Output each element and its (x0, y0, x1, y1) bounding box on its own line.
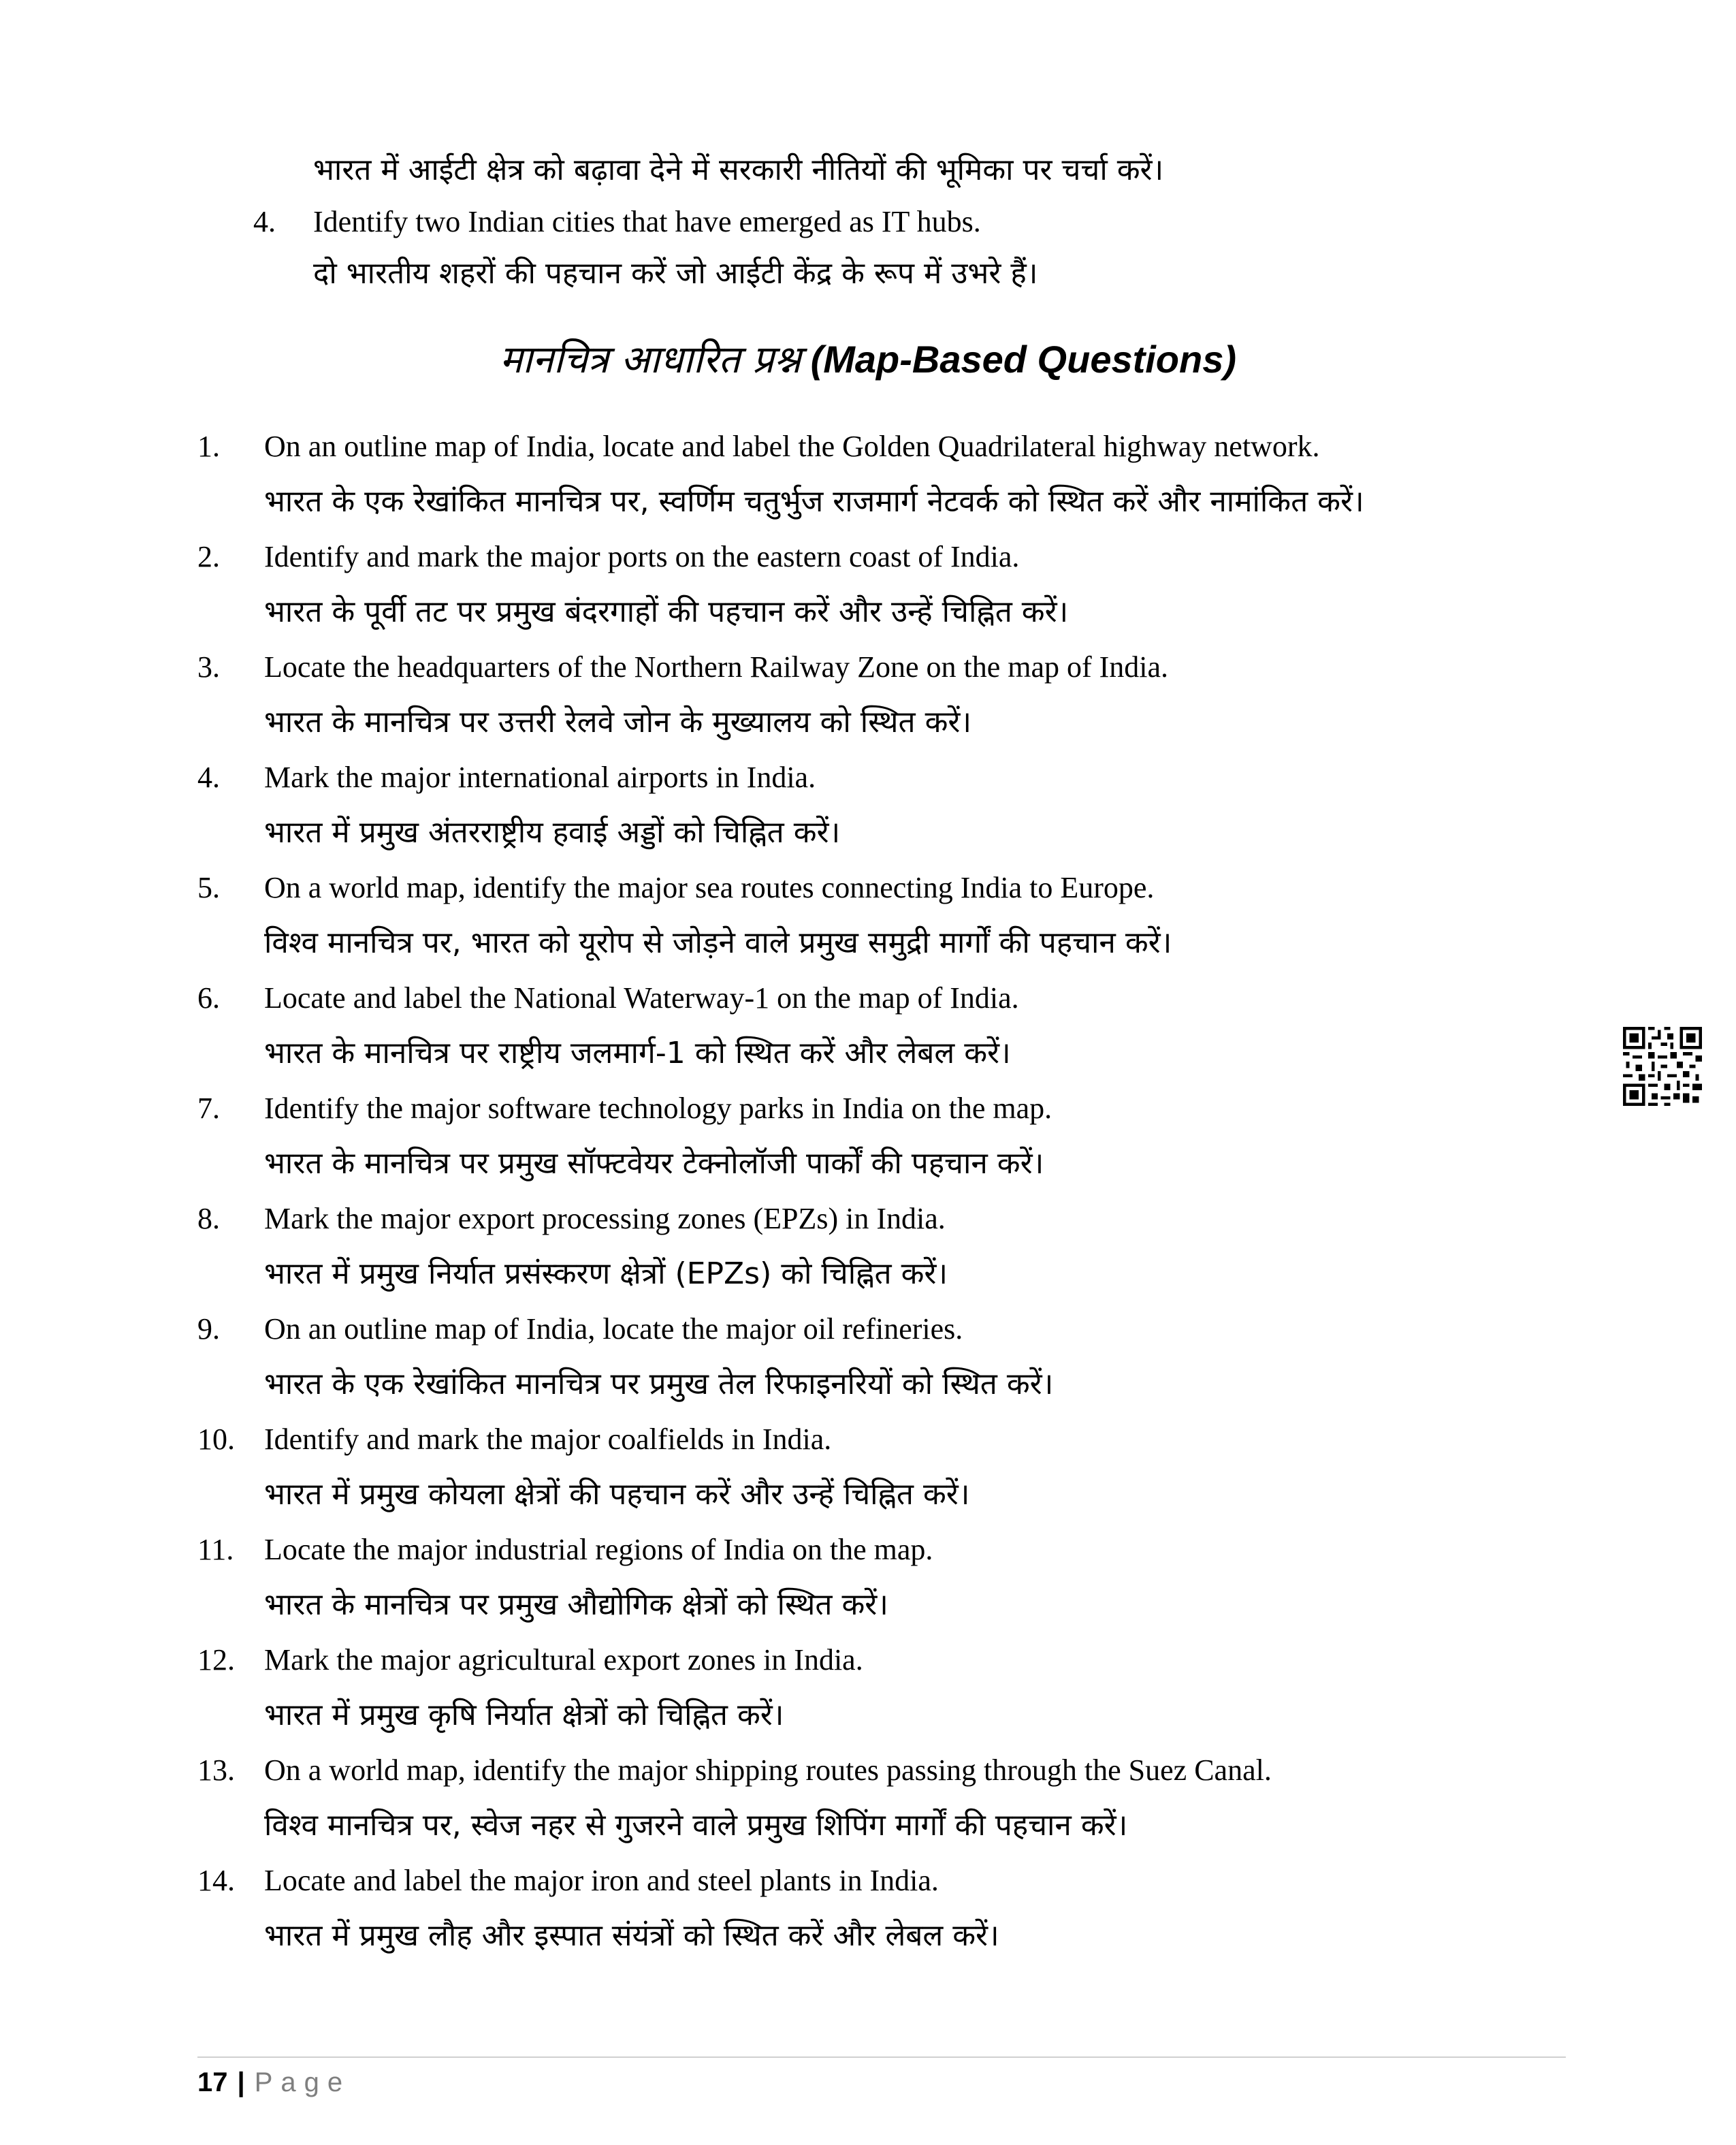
question-hindi: भारत के मानचित्र पर उत्तरी रेलवे जोन के मुख्यालय को स्थित करें। (264, 705, 972, 740)
question-english: Identify and mark the major coalfields in India. (264, 1423, 832, 1456)
map-questions-list (197, 421, 1559, 1965)
section-title-english: (Map-Based Questions) (810, 338, 1237, 381)
question-item (197, 972, 1559, 1083)
section-heading (0, 332, 1736, 387)
question-english: Locate the headquarters of the Northern Railway Zone on the map of India. (264, 650, 1169, 684)
footer-divider (197, 2056, 1566, 2058)
page-footer (197, 2063, 351, 2101)
question-item (197, 1524, 1559, 1634)
question-item (197, 1303, 1559, 1414)
question-hindi: भारत के मानचित्र पर प्रमुख औद्योगिक क्षेत्रों को स्थित करें। (264, 1587, 888, 1622)
q4-number: 4. (253, 205, 276, 238)
question-number: 5. (197, 871, 220, 904)
question-number: 9. (197, 1312, 220, 1346)
question-item (197, 862, 1559, 972)
question-number: 10. (197, 1423, 235, 1456)
question-hindi: भारत के एक रेखांकित मानचित्र पर, स्वर्णिम चतुर्भुज राजमार्ग नेटवर्क को स्थित करें और नामांकित करें। (264, 484, 1364, 519)
question-number: 14. (197, 1864, 235, 1897)
question-english: Locate and label the National Waterway-1 on the map of India. (264, 981, 1019, 1015)
question-number: 6. (197, 981, 220, 1015)
question-number: 1. (197, 430, 220, 463)
qr-code-icon (1623, 1027, 1702, 1106)
question-number: 2. (197, 540, 220, 573)
q4-english-text: Identify two Indian cities that have emerged as IT hubs. (313, 205, 981, 238)
question-number: 7. (197, 1092, 220, 1125)
question-english: On a world map, identify the major sea routes connecting India to Europe. (264, 871, 1155, 904)
footer-separator: | (237, 2067, 245, 2097)
question-english: Locate the major industrial regions of India on the map. (264, 1533, 933, 1566)
section-title-hindi: मानचित्र आधारित प्रश्न (499, 338, 801, 382)
question-english: On a world map, identify the major shipping routes passing through the Suez Canal. (264, 1753, 1272, 1787)
q4-hindi-text: दो भारतीय शहरों की पहचान करें जो आईटी केंद्र के रूप में उभरे हैं। (313, 256, 1038, 291)
question-english: Mark the major export processing zones (EPZs) in India. (264, 1202, 946, 1235)
question-english: Locate and label the major iron and steel plants in India. (264, 1864, 939, 1897)
question-english: On an outline map of India, locate the major oil refineries. (264, 1312, 963, 1346)
question-hindi: भारत के मानचित्र पर प्रमुख सॉफ्टवेयर टेक्नोलॉजी पार्कों की पहचान करें। (264, 1146, 1044, 1181)
question-english: Mark the major international airports in India. (264, 761, 816, 794)
question-item (197, 1193, 1559, 1303)
question-hindi: भारत के एक रेखांकित मानचित्र पर प्रमुख तेल रिफाइनरियों को स्थित करें। (264, 1367, 1054, 1401)
question-hindi: विश्व मानचित्र पर, भारत को यूरोप से जोड़ने वाले प्रमुख समुद्री मार्गों की पहचान करें। (264, 925, 1172, 960)
question-item (197, 1634, 1559, 1745)
question-item (197, 641, 1559, 752)
question-number: 4. (197, 761, 220, 794)
question-item (197, 421, 1559, 531)
question-hindi: भारत के मानचित्र पर राष्ट्रीय जलमार्ग-1 को स्थित करें और लेबल करें। (264, 1036, 1011, 1070)
question-number: 11. (197, 1533, 234, 1566)
question-english: Mark the major agricultural export zones in India. (264, 1643, 863, 1677)
question-hindi: भारत में प्रमुख लौह और इस्पात संयंत्रों को स्थित करें और लेबल करें। (264, 1918, 999, 1953)
question-item (197, 1083, 1559, 1193)
question-hindi: भारत में प्रमुख अंतरराष्ट्रीय हवाई अड्डों को चिह्नित करें। (264, 815, 841, 850)
question-number: 13. (197, 1753, 235, 1787)
q3-hindi-text: भारत में आईटी क्षेत्र को बढ़ावा देने में सरकारी नीतियों की भूमिका पर चर्चा करें। (313, 153, 1164, 187)
question-item (197, 1414, 1559, 1524)
page-number: 17 (197, 2067, 228, 2097)
question-number: 3. (197, 650, 220, 684)
question-hindi: भारत के पूर्वी तट पर प्रमुख बंदरगाहों की पहचान करें और उन्हें चिह्नित करें। (264, 594, 1069, 629)
page-label: Page (254, 2067, 351, 2097)
carryover-block (253, 144, 1539, 300)
question-english: On an outline map of India, locate and label the Golden Quadrilateral highway network. (264, 430, 1320, 463)
question-english: Identify and mark the major ports on the eastern coast of India. (264, 540, 1020, 573)
question-hindi: विश्व मानचित्र पर, स्वेज नहर से गुजरने वाले प्रमुख शिपिंग मार्गों की पहचान करें। (264, 1808, 1128, 1843)
question-number: 12. (197, 1643, 235, 1677)
question-hindi: भारत में प्रमुख कृषि निर्यात क्षेत्रों को चिह्नित करें। (264, 1698, 784, 1732)
question-item (197, 531, 1559, 641)
question-item (197, 752, 1559, 862)
question-hindi: भारत में प्रमुख निर्यात प्रसंस्करण क्षेत्रों (EPZs) को चिह्नित करें। (264, 1256, 948, 1291)
question-english: Identify the major software technology parks in India on the map. (264, 1092, 1052, 1125)
q4-english-row (253, 196, 1539, 248)
question-item (197, 1855, 1559, 1965)
question-item (197, 1745, 1559, 1855)
question-number: 8. (197, 1202, 220, 1235)
question-hindi: भारत में प्रमुख कोयला क्षेत्रों की पहचान करें और उन्हें चिह्नित करें। (264, 1477, 970, 1512)
